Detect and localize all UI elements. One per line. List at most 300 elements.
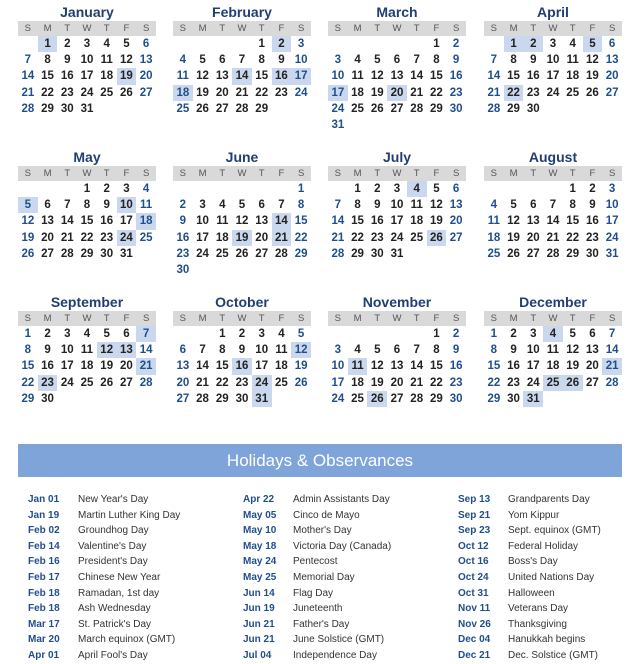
day-cell[interactable]: 7 bbox=[490, 54, 498, 67]
day-cell[interactable]: 13 bbox=[449, 199, 463, 212]
day-cell[interactable]: 16 bbox=[272, 68, 292, 84]
day-cell[interactable]: 16 bbox=[176, 231, 190, 244]
day-cell[interactable]: 21 bbox=[410, 376, 424, 389]
day-cell[interactable]: 7 bbox=[608, 328, 616, 340]
day-cell[interactable]: 16 bbox=[449, 70, 463, 83]
day-cell[interactable]: 6 bbox=[219, 54, 226, 67]
day-cell[interactable]: 14 bbox=[546, 215, 560, 228]
day-cell[interactable]: 27 bbox=[139, 86, 153, 99]
day-cell[interactable]: 4 bbox=[490, 199, 498, 212]
day-cell[interactable]: 4 bbox=[142, 183, 150, 195]
day-cell[interactable]: 24 bbox=[294, 86, 308, 99]
day-cell[interactable]: 17 bbox=[255, 360, 269, 373]
day-cell[interactable]: 13 bbox=[526, 215, 540, 228]
day-cell[interactable]: 19 bbox=[232, 230, 252, 246]
day-cell[interactable]: 4 bbox=[407, 181, 427, 197]
day-cell[interactable]: 1 bbox=[24, 328, 32, 340]
day-cell[interactable]: 29 bbox=[80, 247, 94, 260]
day-cell[interactable]: 5 bbox=[510, 199, 517, 212]
day-cell[interactable]: 6 bbox=[179, 344, 187, 357]
day-cell[interactable]: 27 bbox=[390, 102, 404, 115]
day-cell[interactable]: 21 bbox=[235, 86, 249, 99]
day-cell[interactable]: 5 bbox=[433, 183, 440, 195]
day-cell[interactable]: 16 bbox=[370, 215, 384, 228]
day-cell[interactable]: 23 bbox=[38, 375, 58, 391]
day-cell[interactable]: 30 bbox=[41, 392, 54, 405]
day-cell[interactable]: 24 bbox=[331, 102, 345, 115]
day-cell[interactable]: 8 bbox=[510, 54, 517, 67]
day-cell[interactable]: 13 bbox=[176, 360, 190, 373]
day-cell[interactable]: 12 bbox=[97, 342, 117, 358]
day-cell[interactable]: 30 bbox=[235, 392, 249, 405]
day-cell[interactable]: 12 bbox=[586, 54, 599, 67]
day-cell[interactable]: 19 bbox=[196, 86, 209, 99]
day-cell[interactable]: 20 bbox=[139, 70, 153, 83]
day-cell[interactable]: 11 bbox=[566, 54, 579, 67]
day-cell[interactable]: 23 bbox=[507, 376, 520, 389]
day-cell[interactable]: 12 bbox=[196, 70, 209, 83]
day-cell[interactable]: 28 bbox=[410, 102, 424, 115]
day-cell[interactable]: 25 bbox=[566, 86, 580, 99]
day-cell[interactable]: 1 bbox=[354, 183, 361, 195]
day-cell[interactable]: 28 bbox=[21, 102, 35, 115]
day-cell[interactable]: 9 bbox=[238, 344, 246, 357]
day-cell[interactable]: 23 bbox=[275, 86, 288, 99]
day-cell[interactable]: 17 bbox=[546, 70, 560, 83]
day-cell[interactable]: 1 bbox=[490, 328, 498, 340]
day-cell[interactable]: 8 bbox=[297, 199, 305, 212]
day-cell[interactable]: 11 bbox=[275, 344, 288, 357]
day-cell[interactable]: 4 bbox=[278, 328, 285, 340]
day-cell[interactable]: 12 bbox=[566, 344, 580, 357]
day-cell[interactable]: 17 bbox=[120, 215, 133, 228]
day-cell[interactable]: 18 bbox=[566, 70, 580, 83]
day-cell[interactable]: 4 bbox=[543, 326, 563, 342]
day-cell[interactable]: 21 bbox=[196, 376, 209, 389]
day-cell[interactable]: 30 bbox=[507, 392, 520, 405]
day-cell[interactable]: 23 bbox=[235, 376, 249, 389]
day-cell[interactable]: 15 bbox=[351, 215, 364, 228]
day-cell[interactable]: 7 bbox=[136, 326, 156, 342]
day-cell[interactable]: 5 bbox=[297, 328, 305, 340]
day-cell[interactable]: 27 bbox=[526, 247, 540, 260]
day-cell[interactable]: 7 bbox=[24, 54, 32, 67]
day-cell[interactable]: 2 bbox=[523, 36, 543, 52]
day-cell[interactable]: 22 bbox=[430, 86, 443, 99]
day-cell[interactable]: 14 bbox=[21, 70, 35, 83]
day-cell[interactable]: 18 bbox=[546, 360, 560, 373]
day-cell[interactable]: 19 bbox=[566, 360, 580, 373]
day-cell[interactable]: 28 bbox=[235, 102, 249, 115]
day-cell[interactable]: 14 bbox=[232, 68, 252, 84]
day-cell[interactable]: 3 bbox=[530, 328, 537, 340]
day-cell[interactable]: 9 bbox=[510, 344, 517, 357]
day-cell[interactable]: 15 bbox=[430, 360, 443, 373]
day-cell[interactable]: 16 bbox=[60, 70, 74, 83]
day-cell[interactable]: 13 bbox=[390, 360, 404, 373]
day-cell[interactable]: 2 bbox=[44, 328, 51, 340]
day-cell[interactable]: 21 bbox=[487, 86, 501, 99]
day-cell[interactable]: 10 bbox=[605, 199, 619, 212]
day-cell[interactable]: 4 bbox=[103, 38, 110, 50]
day-cell[interactable]: 9 bbox=[278, 54, 285, 67]
day-cell[interactable]: 17 bbox=[196, 231, 209, 244]
day-cell[interactable]: 6 bbox=[123, 328, 130, 340]
day-cell[interactable]: 3 bbox=[608, 183, 616, 195]
day-cell[interactable]: 24 bbox=[390, 231, 404, 244]
day-cell[interactable]: 3 bbox=[549, 38, 557, 50]
day-cell[interactable]: 19 bbox=[294, 360, 308, 373]
day-cell[interactable]: 29 bbox=[566, 247, 580, 260]
day-cell[interactable]: 10 bbox=[390, 199, 404, 212]
day-cell[interactable]: 9 bbox=[374, 199, 381, 212]
day-cell[interactable]: 11 bbox=[216, 215, 229, 228]
day-cell[interactable]: 1 bbox=[504, 36, 524, 52]
day-cell[interactable]: 16 bbox=[507, 360, 520, 373]
day-cell[interactable]: 24 bbox=[80, 86, 94, 99]
day-cell[interactable]: 11 bbox=[176, 70, 189, 83]
day-cell[interactable]: 11 bbox=[140, 199, 153, 212]
day-cell[interactable]: 12 bbox=[291, 342, 311, 358]
day-cell[interactable]: 29 bbox=[21, 392, 35, 405]
day-cell[interactable]: 24 bbox=[526, 376, 540, 389]
day-cell[interactable]: 22 bbox=[487, 376, 501, 389]
day-cell[interactable]: 4 bbox=[83, 328, 91, 340]
day-cell[interactable]: 11 bbox=[348, 358, 368, 374]
day-cell[interactable]: 31 bbox=[605, 247, 619, 260]
day-cell[interactable]: 30 bbox=[449, 102, 463, 115]
day-cell[interactable]: 17 bbox=[80, 70, 94, 83]
day-cell[interactable]: 6 bbox=[142, 38, 150, 50]
day-cell[interactable]: 11 bbox=[80, 344, 94, 357]
day-cell[interactable]: 17 bbox=[60, 360, 74, 373]
day-cell[interactable]: 2 bbox=[64, 38, 71, 50]
day-cell[interactable]: 28 bbox=[275, 247, 288, 260]
day-cell[interactable]: 30 bbox=[100, 247, 114, 260]
day-cell[interactable]: 26 bbox=[294, 376, 308, 389]
day-cell[interactable]: 23 bbox=[449, 86, 463, 99]
day-cell[interactable]: 16 bbox=[232, 358, 252, 374]
day-cell[interactable]: 3 bbox=[258, 328, 265, 340]
day-cell[interactable]: 25 bbox=[215, 247, 229, 260]
day-cell[interactable]: 13 bbox=[605, 54, 619, 67]
day-cell[interactable]: 24 bbox=[546, 86, 560, 99]
day-cell[interactable]: 22 bbox=[430, 376, 443, 389]
day-cell[interactable]: 18 bbox=[100, 70, 114, 83]
day-cell[interactable]: 29 bbox=[487, 392, 501, 405]
day-cell[interactable]: 5 bbox=[374, 54, 381, 67]
day-cell[interactable]: 20 bbox=[215, 86, 229, 99]
day-cell[interactable]: 9 bbox=[179, 215, 187, 228]
day-cell[interactable]: 14 bbox=[605, 344, 619, 357]
day-cell[interactable]: 27 bbox=[215, 102, 229, 115]
day-cell[interactable]: 10 bbox=[60, 344, 74, 357]
day-cell[interactable]: 18 bbox=[487, 231, 501, 244]
day-cell[interactable]: 25 bbox=[80, 376, 94, 389]
day-cell[interactable]: 5 bbox=[123, 38, 130, 50]
day-cell[interactable]: 1 bbox=[219, 328, 226, 340]
day-cell[interactable]: 30 bbox=[176, 263, 190, 276]
day-cell[interactable]: 13 bbox=[117, 342, 137, 358]
day-cell[interactable]: 13 bbox=[255, 215, 269, 228]
day-cell[interactable]: 10 bbox=[546, 54, 560, 67]
day-cell[interactable]: 3 bbox=[334, 344, 342, 357]
day-cell[interactable]: 25 bbox=[351, 102, 364, 115]
day-cell[interactable]: 26 bbox=[100, 376, 114, 389]
day-cell[interactable]: 20 bbox=[526, 231, 540, 244]
day-cell[interactable]: 30 bbox=[60, 102, 74, 115]
day-cell[interactable]: 21 bbox=[60, 231, 74, 244]
day-cell[interactable]: 31 bbox=[80, 102, 94, 115]
day-cell[interactable]: 15 bbox=[430, 70, 443, 83]
day-cell[interactable]: 3 bbox=[393, 183, 401, 195]
day-cell[interactable]: 13 bbox=[215, 70, 229, 83]
day-cell[interactable]: 5 bbox=[103, 328, 110, 340]
day-cell[interactable]: 11 bbox=[100, 54, 113, 67]
day-cell[interactable]: 5 bbox=[583, 36, 603, 52]
day-cell[interactable]: 2 bbox=[103, 183, 110, 195]
day-cell[interactable]: 28 bbox=[487, 102, 501, 115]
day-cell[interactable]: 20 bbox=[390, 376, 404, 389]
day-cell[interactable]: 22 bbox=[80, 231, 94, 244]
day-cell[interactable]: 16 bbox=[526, 70, 540, 83]
day-cell[interactable]: 14 bbox=[487, 70, 501, 83]
day-cell[interactable]: 8 bbox=[490, 344, 498, 357]
day-cell[interactable]: 29 bbox=[294, 247, 308, 260]
day-cell[interactable]: 24 bbox=[331, 392, 345, 405]
day-cell[interactable]: 8 bbox=[433, 54, 440, 67]
day-cell[interactable]: 2 bbox=[589, 183, 596, 195]
day-cell[interactable]: 14 bbox=[410, 360, 424, 373]
day-cell[interactable]: 19 bbox=[507, 231, 520, 244]
day-cell[interactable]: 6 bbox=[608, 38, 616, 50]
day-cell[interactable]: 3 bbox=[64, 328, 71, 340]
day-cell[interactable]: 9 bbox=[452, 344, 460, 357]
day-cell[interactable]: 26 bbox=[21, 247, 35, 260]
day-cell[interactable]: 14 bbox=[331, 215, 345, 228]
day-cell[interactable]: 20 bbox=[586, 360, 599, 373]
day-cell[interactable]: 31 bbox=[523, 391, 543, 407]
day-cell[interactable]: 25 bbox=[139, 231, 153, 244]
day-cell[interactable]: 15 bbox=[21, 360, 35, 373]
day-cell[interactable]: 17 bbox=[605, 215, 619, 228]
day-cell[interactable]: 17 bbox=[331, 376, 345, 389]
day-cell[interactable]: 11 bbox=[546, 344, 560, 357]
day-cell[interactable]: 16 bbox=[100, 215, 114, 228]
day-cell[interactable]: 20 bbox=[605, 70, 619, 83]
day-cell[interactable]: 24 bbox=[60, 376, 74, 389]
day-cell[interactable]: 29 bbox=[215, 392, 229, 405]
day-cell[interactable]: 8 bbox=[219, 344, 226, 357]
day-cell[interactable]: 14 bbox=[60, 215, 74, 228]
day-cell[interactable]: 18 bbox=[215, 231, 229, 244]
day-cell[interactable]: 5 bbox=[238, 199, 246, 212]
day-cell[interactable]: 6 bbox=[589, 328, 596, 340]
day-cell[interactable]: 26 bbox=[235, 247, 249, 260]
day-cell[interactable]: 30 bbox=[370, 247, 384, 260]
day-cell[interactable]: 8 bbox=[569, 199, 576, 212]
day-cell[interactable]: 7 bbox=[199, 344, 206, 357]
day-cell[interactable]: 7 bbox=[64, 199, 71, 212]
day-cell[interactable]: 27 bbox=[120, 376, 133, 389]
day-cell[interactable]: 1 bbox=[433, 328, 440, 340]
day-cell[interactable]: 19 bbox=[21, 231, 35, 244]
day-cell[interactable]: 19 bbox=[117, 68, 137, 84]
day-cell[interactable]: 7 bbox=[334, 199, 342, 212]
day-cell[interactable]: 8 bbox=[83, 199, 91, 212]
day-cell[interactable]: 9 bbox=[44, 344, 51, 357]
day-cell[interactable]: 21 bbox=[546, 231, 560, 244]
day-cell[interactable]: 20 bbox=[176, 376, 190, 389]
day-cell[interactable]: 28 bbox=[546, 247, 560, 260]
day-cell[interactable]: 23 bbox=[100, 231, 114, 244]
day-cell[interactable]: 6 bbox=[393, 54, 401, 67]
day-cell[interactable]: 29 bbox=[41, 102, 54, 115]
day-cell[interactable]: 8 bbox=[433, 344, 440, 357]
day-cell[interactable]: 25 bbox=[543, 375, 563, 391]
day-cell[interactable]: 22 bbox=[21, 376, 35, 389]
day-cell[interactable]: 12 bbox=[120, 54, 133, 67]
day-cell[interactable]: 18 bbox=[351, 376, 364, 389]
day-cell[interactable]: 25 bbox=[176, 102, 190, 115]
day-cell[interactable]: 28 bbox=[331, 247, 345, 260]
day-cell[interactable]: 13 bbox=[390, 70, 404, 83]
day-cell[interactable]: 25 bbox=[351, 392, 364, 405]
day-cell[interactable]: 5 bbox=[18, 197, 38, 213]
day-cell[interactable]: 25 bbox=[410, 231, 424, 244]
day-cell[interactable]: 29 bbox=[507, 102, 520, 115]
day-cell[interactable]: 9 bbox=[103, 199, 110, 212]
day-cell[interactable]: 19 bbox=[370, 376, 384, 389]
day-cell[interactable]: 31 bbox=[390, 247, 404, 260]
day-cell[interactable]: 27 bbox=[586, 376, 599, 389]
day-cell[interactable]: 16 bbox=[586, 215, 599, 228]
day-cell[interactable]: 17 bbox=[291, 68, 311, 84]
day-cell[interactable]: 3 bbox=[123, 183, 130, 195]
day-cell[interactable]: 4 bbox=[354, 54, 361, 67]
day-cell[interactable]: 12 bbox=[370, 70, 384, 83]
day-cell[interactable]: 24 bbox=[196, 247, 209, 260]
day-cell[interactable]: 20 bbox=[387, 85, 407, 101]
day-cell[interactable]: 21 bbox=[272, 230, 292, 246]
day-cell[interactable]: 13 bbox=[41, 215, 54, 228]
day-cell[interactable]: 31 bbox=[120, 247, 133, 260]
day-cell[interactable]: 20 bbox=[120, 360, 133, 373]
day-cell[interactable]: 6 bbox=[393, 344, 401, 357]
day-cell[interactable]: 28 bbox=[139, 376, 153, 389]
day-cell[interactable]: 4 bbox=[569, 38, 576, 50]
day-cell[interactable]: 7 bbox=[238, 54, 246, 67]
day-cell[interactable]: 18 bbox=[351, 86, 364, 99]
day-cell[interactable]: 29 bbox=[255, 102, 269, 115]
day-cell[interactable]: 21 bbox=[21, 86, 35, 99]
day-cell[interactable]: 30 bbox=[526, 102, 540, 115]
day-cell[interactable]: 18 bbox=[136, 213, 156, 229]
day-cell[interactable]: 24 bbox=[252, 375, 272, 391]
day-cell[interactable]: 10 bbox=[196, 215, 209, 228]
day-cell[interactable]: 15 bbox=[215, 360, 229, 373]
day-cell[interactable]: 19 bbox=[100, 360, 114, 373]
day-cell[interactable]: 6 bbox=[530, 199, 537, 212]
day-cell[interactable]: 22 bbox=[215, 376, 229, 389]
day-cell[interactable]: 2 bbox=[238, 328, 246, 340]
day-cell[interactable]: 31 bbox=[331, 118, 345, 131]
day-cell[interactable]: 23 bbox=[60, 86, 74, 99]
day-cell[interactable]: 26 bbox=[367, 391, 387, 407]
day-cell[interactable]: 10 bbox=[331, 360, 345, 373]
day-cell[interactable]: 17 bbox=[526, 360, 540, 373]
day-cell[interactable]: 18 bbox=[410, 215, 424, 228]
day-cell[interactable]: 29 bbox=[430, 102, 443, 115]
day-cell[interactable]: 14 bbox=[196, 360, 209, 373]
day-cell[interactable]: 29 bbox=[351, 247, 364, 260]
day-cell[interactable]: 3 bbox=[334, 54, 342, 67]
day-cell[interactable]: 5 bbox=[199, 54, 206, 67]
day-cell[interactable]: 12 bbox=[21, 215, 35, 228]
day-cell[interactable]: 11 bbox=[487, 215, 500, 228]
day-cell[interactable]: 23 bbox=[586, 231, 599, 244]
day-cell[interactable]: 21 bbox=[136, 358, 156, 374]
day-cell[interactable]: 10 bbox=[80, 54, 94, 67]
day-cell[interactable]: 1 bbox=[258, 38, 265, 50]
day-cell[interactable]: 27 bbox=[176, 392, 190, 405]
day-cell[interactable]: 15 bbox=[80, 215, 94, 228]
day-cell[interactable]: 21 bbox=[602, 358, 622, 374]
day-cell[interactable]: 22 bbox=[351, 231, 364, 244]
day-cell[interactable]: 9 bbox=[530, 54, 537, 67]
day-cell[interactable]: 8 bbox=[44, 54, 51, 67]
day-cell[interactable]: 15 bbox=[41, 70, 54, 83]
day-cell[interactable]: 23 bbox=[370, 231, 384, 244]
day-cell[interactable]: 27 bbox=[605, 86, 619, 99]
day-cell[interactable]: 6 bbox=[44, 199, 51, 212]
day-cell[interactable]: 2 bbox=[179, 199, 187, 212]
day-cell[interactable]: 4 bbox=[354, 344, 361, 357]
day-cell[interactable]: 24 bbox=[605, 231, 619, 244]
day-cell[interactable]: 12 bbox=[507, 215, 520, 228]
day-cell[interactable]: 19 bbox=[370, 86, 384, 99]
day-cell[interactable]: 7 bbox=[549, 199, 557, 212]
day-cell[interactable]: 26 bbox=[586, 86, 599, 99]
day-cell[interactable]: 10 bbox=[255, 344, 269, 357]
day-cell[interactable]: 26 bbox=[370, 102, 384, 115]
day-cell[interactable]: 21 bbox=[331, 231, 345, 244]
day-cell[interactable]: 8 bbox=[354, 199, 361, 212]
day-cell[interactable]: 9 bbox=[452, 54, 460, 67]
day-cell[interactable]: 27 bbox=[449, 231, 463, 244]
day-cell[interactable]: 15 bbox=[294, 215, 308, 228]
day-cell[interactable]: 15 bbox=[487, 360, 501, 373]
day-cell[interactable]: 9 bbox=[589, 199, 596, 212]
day-cell[interactable]: 11 bbox=[410, 199, 423, 212]
day-cell[interactable]: 12 bbox=[370, 360, 384, 373]
day-cell[interactable]: 15 bbox=[507, 70, 520, 83]
day-cell[interactable]: 20 bbox=[255, 231, 269, 244]
day-cell[interactable]: 24 bbox=[117, 230, 137, 246]
day-cell[interactable]: 12 bbox=[235, 215, 249, 228]
day-cell[interactable]: 17 bbox=[390, 215, 404, 228]
day-cell[interactable]: 2 bbox=[374, 183, 381, 195]
day-cell[interactable]: 23 bbox=[176, 247, 190, 260]
day-cell[interactable]: 5 bbox=[374, 344, 381, 357]
day-cell[interactable]: 23 bbox=[449, 376, 463, 389]
day-cell[interactable]: 22 bbox=[294, 231, 308, 244]
day-cell[interactable]: 25 bbox=[100, 86, 114, 99]
day-cell[interactable]: 22 bbox=[255, 86, 269, 99]
day-cell[interactable]: 9 bbox=[64, 54, 71, 67]
day-cell[interactable]: 4 bbox=[219, 199, 226, 212]
day-cell[interactable]: 8 bbox=[258, 54, 265, 67]
